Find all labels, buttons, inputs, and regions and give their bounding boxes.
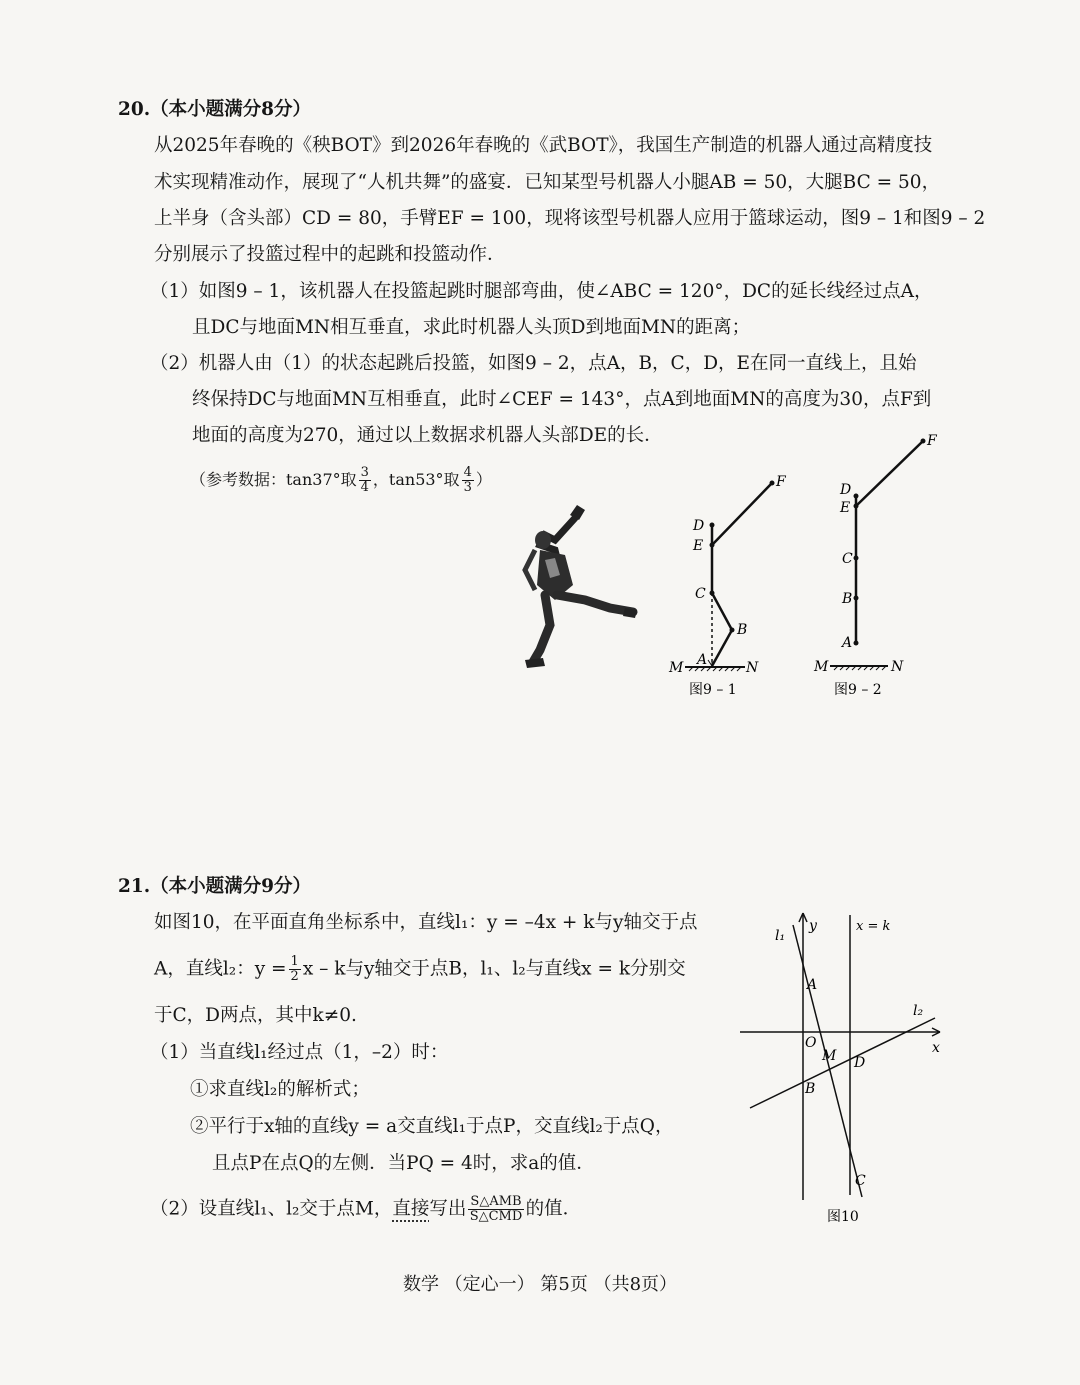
figure-9-1 bbox=[665, 470, 800, 705]
q21-subquestion-1-part-2-line-2: 且点P在点Q的左侧．当PQ = 4时，求a的值． bbox=[212, 1153, 595, 1174]
q21-paragraph-line-3: 于C，D两点，其中k≠0. bbox=[154, 1005, 357, 1026]
fig1-label-B: B bbox=[737, 622, 748, 638]
figure-9-2 bbox=[810, 428, 950, 705]
fig2-label-N: N bbox=[891, 659, 904, 675]
fraction-area-ratio bbox=[468, 1195, 523, 1224]
fig2-label-B: B bbox=[842, 591, 853, 607]
fig2-label-E: E bbox=[840, 500, 851, 516]
q21-s2-mid: 写出 bbox=[429, 1198, 467, 1220]
fig10-label-A: A bbox=[807, 977, 818, 993]
fig10-label-l2: l₂ bbox=[913, 1003, 924, 1019]
ref-suffix: ） bbox=[475, 470, 492, 489]
fig2-label-M: M bbox=[814, 659, 829, 675]
fig1-label-N: N bbox=[746, 660, 759, 676]
fraction-denominator: S△CMD bbox=[469, 1209, 523, 1224]
fig9-2-caption: 图9 – 2 bbox=[834, 682, 882, 698]
ref-mid: ，tan53°取 bbox=[372, 470, 460, 489]
q21-subquestion-1-part-2-line-1: ②平行于x轴的直线y = a交直线l₁于点P，交直线l₂于点Q， bbox=[190, 1116, 674, 1137]
q21-paragraph-line-1: 如图10，在平面直角坐标系中，直线l₁：y = –4x + k与y轴交于点 bbox=[154, 912, 698, 933]
fig1-label-A: A bbox=[697, 652, 708, 668]
fig10-label-x: x bbox=[932, 1040, 940, 1056]
q20-paragraph-line-3: 上半身（含头部）CD = 80，手臂EF = 100，现将该型号机器人应用于篮球运动，图9 – 1和图9 – 2 bbox=[154, 208, 986, 229]
q21-s2-prefix: （2）设直线l₁、l₂交于点M， bbox=[150, 1198, 393, 1220]
q20-reference-data bbox=[190, 466, 492, 495]
ref-prefix: （参考数据：tan37°取 bbox=[190, 470, 357, 489]
fig2-label-C: C bbox=[842, 551, 853, 567]
fraction-3-4 bbox=[359, 466, 371, 495]
fraction-denominator: 4 bbox=[360, 480, 369, 495]
fig1-label-D: D bbox=[693, 518, 705, 534]
q21-line2-start: A，直线l₂：y = bbox=[154, 958, 287, 980]
figure-10-coordinate-plane bbox=[735, 905, 950, 1235]
q20-subquestion-2-line-1: （2）机器人由（1）的状态起跳后投篮，如图9 – 2，点A，B，C，D，E在同一直线上，且始 bbox=[150, 353, 917, 374]
fig10-label-D: D bbox=[854, 1055, 866, 1071]
fig9-1-caption: 图9 – 1 bbox=[689, 682, 737, 698]
fraction-4-3 bbox=[462, 466, 474, 495]
fig2-label-A: A bbox=[842, 635, 853, 651]
fig10-label-l1: l₁ bbox=[775, 928, 786, 944]
fig10-label-C: C bbox=[855, 1173, 866, 1189]
q21-s2-suffix: 的值． bbox=[525, 1198, 582, 1220]
q21-subquestion-1-part-1: ①求直线l₂的解析式； bbox=[190, 1079, 370, 1100]
fraction-numerator: S△AMB bbox=[470, 1194, 522, 1209]
fraction-numerator: 3 bbox=[360, 465, 369, 480]
fig1-label-E: E bbox=[693, 538, 704, 554]
fig2-label-F: F bbox=[927, 433, 937, 449]
fig10-label-x-equals-k: x = k bbox=[856, 919, 891, 934]
fig1-label-F: F bbox=[776, 474, 786, 490]
fig1-label-M: M bbox=[669, 660, 684, 676]
q21-subquestion-2 bbox=[150, 1195, 581, 1224]
q21-line2-end: x – k与y轴交于点B，l₁、l₂与直线x = k分别交 bbox=[302, 958, 686, 980]
fig10-label-B: B bbox=[805, 1081, 816, 1097]
q20-subquestion-2-line-2: 终保持DC与地面MN互相垂直，此时∠CEF = 143°，点A到地面MN的高度为30，点F到 bbox=[192, 389, 932, 410]
q21-s2-emphasis: 直接 bbox=[392, 1198, 430, 1220]
fig10-label-y: y bbox=[809, 918, 817, 934]
fig1-label-C: C bbox=[695, 586, 706, 602]
fraction-denominator: 3 bbox=[463, 480, 472, 495]
q20-subquestion-2-line-3: 地面的高度为270，通过以上数据求机器人头部DE的长． bbox=[192, 425, 663, 446]
fraction-numerator: 1 bbox=[290, 954, 299, 969]
fraction-one-half bbox=[289, 955, 301, 984]
q21-subquestion-1: （1）当直线l₁经过点（1，–2）时： bbox=[150, 1042, 449, 1063]
fig2-label-D: D bbox=[840, 482, 852, 498]
fraction-numerator: 4 bbox=[463, 465, 472, 480]
fig10-caption: 图10 bbox=[827, 1209, 859, 1225]
fig10-label-O: O bbox=[805, 1035, 817, 1051]
q20-paragraph-line-4: 分别展示了投篮过程中的起跳和投篮动作． bbox=[154, 244, 506, 265]
q20-paragraph-line-1: 从2025年春晚的《秧BOT》到2026年春晚的《武BOT》，我国生产制造的机器人通过高精度技 bbox=[154, 135, 933, 156]
q20-heading: 20.（本小题满分8分） bbox=[118, 99, 312, 120]
fraction-denominator: 2 bbox=[290, 969, 299, 984]
q21-paragraph-line-2 bbox=[154, 955, 686, 984]
page-footer: 数学 （定心一） 第5页 （共8页） bbox=[402, 1274, 678, 1295]
q20-paragraph-line-2: 术实现精准动作，展现了“人机共舞”的盛宴．已知某型号机器人小腿AB = 50，大腿BC = 50， bbox=[154, 172, 941, 193]
q20-subquestion-1-line-2: 且DC与地面MN相互垂直，求此时机器人头顶D到地面MN的距离； bbox=[192, 317, 751, 338]
fig10-label-M: M bbox=[822, 1048, 837, 1064]
robot-jumping-illustration bbox=[515, 500, 645, 670]
q20-subquestion-1-line-1: （1）如图9 – 1，该机器人在投篮起跳时腿部弯曲，使∠ABC = 120°，DC的延长线经过点A， bbox=[150, 281, 933, 302]
q21-heading: 21.（本小题满分9分） bbox=[118, 876, 312, 897]
